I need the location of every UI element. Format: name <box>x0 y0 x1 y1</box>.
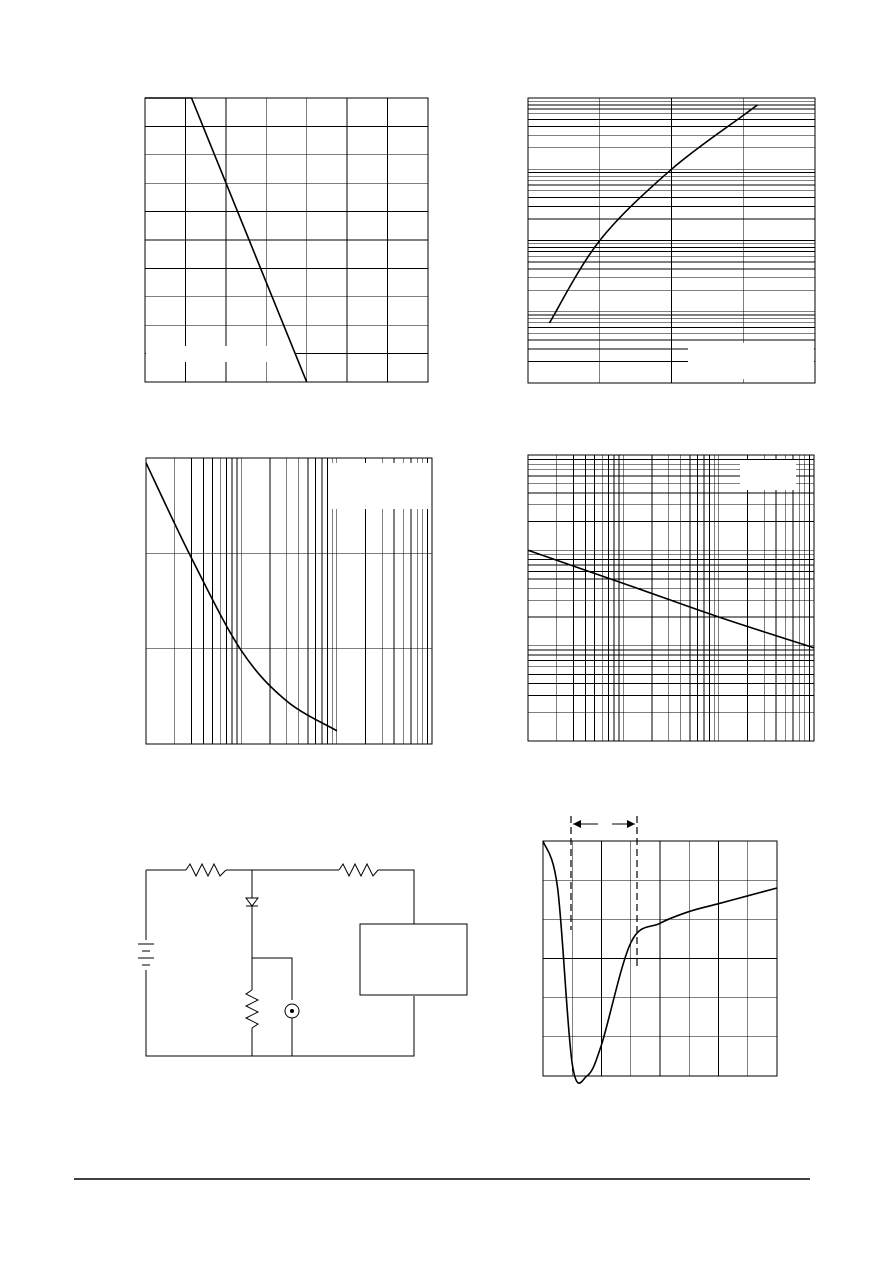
chart-5-waveform <box>543 841 777 1083</box>
interval-arrowhead-right <box>627 820 635 828</box>
probe-connector-center <box>290 1009 294 1013</box>
instrument-box <box>360 924 467 995</box>
label-area-blank-0 <box>740 460 796 490</box>
circuit-wire-right-lower <box>146 970 414 1056</box>
chart-3-semilog-decay <box>146 458 432 744</box>
chart-4-loglog <box>528 455 814 741</box>
waveform-annotation <box>571 816 637 966</box>
circuit-wire-right <box>378 870 414 924</box>
label-area-blank-0 <box>688 343 814 379</box>
interval-arrowhead-left <box>573 820 581 828</box>
circuit-wire-probe <box>252 958 292 1000</box>
diode-symbol <box>246 898 258 906</box>
resistor-r3 <box>246 990 258 1028</box>
resistor-r2 <box>339 864 378 876</box>
chart-1-linear-derating <box>145 98 428 382</box>
label-area-blank-0 <box>146 346 296 362</box>
chart-2-semilog-rising <box>528 98 815 383</box>
plot-frame <box>528 455 814 741</box>
test-circuit-schematic <box>138 864 467 1056</box>
label-area-blank-0 <box>330 463 428 509</box>
resistor-r1 <box>186 864 226 876</box>
